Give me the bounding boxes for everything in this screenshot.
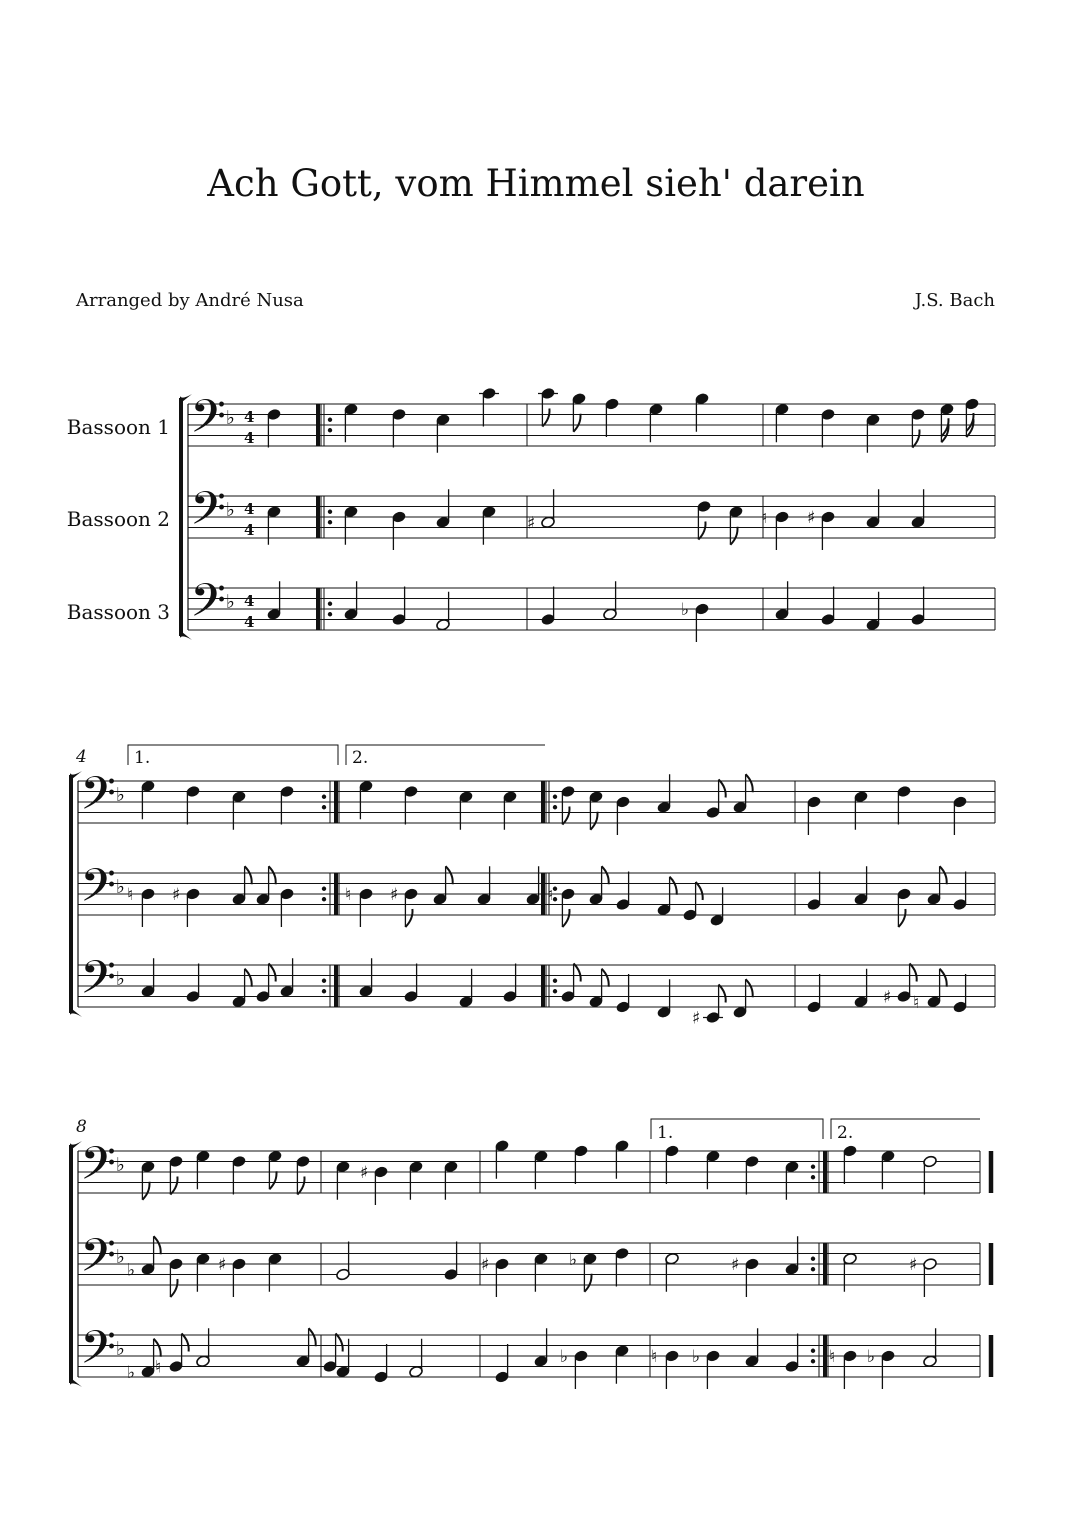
note-flag [574, 964, 581, 982]
key-signature-flat: ♭ [116, 784, 125, 806]
bass-clef: 𝄢 [80, 951, 117, 1016]
note-flag [297, 1177, 304, 1195]
repeat-dot [322, 979, 326, 983]
repeat-dot [811, 1359, 815, 1363]
sharp-accidental: ♯ [807, 508, 816, 528]
note-flag [309, 1328, 316, 1346]
note-flag [269, 866, 276, 884]
note-flag [602, 969, 609, 987]
sharp-accidental: ♯ [360, 1163, 369, 1183]
repeat-dot [553, 795, 557, 799]
instrument-name-bassoon-2: Bassoon 2 [66, 507, 170, 531]
music-notation [70, 387, 995, 1389]
note-flag [746, 979, 753, 997]
sharp-accidental: ♯ [692, 1008, 701, 1029]
natural-accidental: ♮ [761, 508, 768, 528]
note-flag [245, 969, 252, 987]
repeat-dot [322, 805, 326, 809]
note-flag [142, 1182, 149, 1200]
repeat-dot [553, 897, 557, 901]
repeat-dot [328, 510, 332, 514]
natural-accidental: ♮ [913, 992, 920, 1013]
note-flag [245, 866, 252, 884]
note-flag [910, 964, 917, 982]
natural-accidental: ♮ [651, 1347, 658, 1367]
bass-clef: 𝄢 [80, 767, 117, 832]
arranger-credit: Arranged by André Nusa [76, 290, 304, 311]
note-flag [405, 909, 412, 927]
note-flag [562, 807, 569, 825]
key-signature-flat: ♭ [226, 499, 235, 521]
note-flag [170, 1279, 177, 1297]
natural-accidental: ♮ [829, 1347, 836, 1367]
composer-credit: J.S. Bach [914, 290, 995, 311]
note-flag [719, 780, 726, 798]
sharp-accidental: ♯ [390, 885, 399, 905]
instrument-name-bassoon-1: Bassoon 1 [66, 415, 170, 439]
note-flag [940, 866, 947, 884]
note-flag [562, 909, 569, 927]
natural-accidental: ♮ [345, 885, 352, 905]
key-signature-flat: ♭ [226, 407, 235, 429]
repeat-dot [553, 887, 557, 891]
sharp-accidental: ♯ [883, 987, 892, 1008]
repeat-dot [811, 1165, 815, 1169]
note-flag [269, 1171, 276, 1189]
note-flag [170, 1177, 177, 1195]
note-flag [584, 1274, 591, 1292]
flat-accidental: ♭ [127, 1362, 136, 1383]
time-signature-bottom: 4 [244, 521, 255, 539]
volta-label: 2. [837, 1123, 854, 1143]
volta-bracket [651, 1119, 823, 1139]
note-flag [670, 877, 677, 895]
time-signature-bottom: 4 [244, 613, 255, 631]
repeat-dot [811, 1267, 815, 1271]
repeat-dot [328, 612, 332, 616]
sharp-accidental: ♯ [909, 1255, 918, 1275]
natural-accidental: ♮ [155, 1357, 162, 1378]
note-flag [542, 409, 549, 427]
repeat-dot [553, 805, 557, 809]
repeat-dot [811, 1257, 815, 1261]
repeat-dot [553, 979, 557, 983]
repeat-dot [328, 602, 332, 606]
bass-clef: 𝄢 [80, 1137, 117, 1202]
flat-accidental: ♭ [692, 1347, 701, 1367]
note-flag [182, 1334, 189, 1352]
repeat-dot [322, 887, 326, 891]
key-signature-flat: ♭ [116, 1154, 125, 1176]
measure-number: 4 [76, 747, 87, 767]
repeat-dot [811, 1175, 815, 1179]
volta-bracket [831, 1119, 980, 1139]
flat-accidental: ♭ [681, 600, 690, 620]
sharp-accidental: ♯ [172, 885, 181, 905]
repeat-dot [322, 897, 326, 901]
note-flag [336, 1334, 343, 1352]
sharp-accidental: ♯ [527, 513, 536, 534]
flat-accidental: ♭ [560, 1347, 569, 1367]
note-flag [898, 909, 905, 927]
key-signature-flat: ♭ [116, 968, 125, 990]
bass-clef: 𝄢 [190, 482, 227, 547]
note-flag [154, 1339, 161, 1357]
note-flag [154, 1236, 161, 1254]
bass-clef: 𝄢 [190, 574, 227, 639]
volta-label: 1. [134, 748, 151, 768]
note-flag [940, 969, 947, 987]
bass-clef: 𝄢 [190, 390, 227, 455]
piece-title: Ach Gott, vom Himmel sieh' darein [207, 162, 865, 205]
note-flag [730, 527, 737, 545]
time-signature-top: 4 [244, 500, 255, 518]
note-flag [269, 964, 276, 982]
sharp-accidental: ♯ [731, 1255, 740, 1275]
instrument-name-bassoon-3: Bassoon 3 [66, 600, 170, 624]
repeat-dot [322, 989, 326, 993]
note-flag [912, 430, 919, 448]
note-flag [698, 522, 705, 540]
key-signature-flat: ♭ [116, 1246, 125, 1268]
repeat-dot [328, 428, 332, 432]
sharp-accidental: ♯ [218, 1255, 227, 1275]
note-flag [446, 866, 453, 884]
key-signature-flat: ♭ [226, 591, 235, 613]
note-flag [719, 985, 726, 1003]
measure-number: 8 [76, 1117, 87, 1137]
volta-label: 2. [352, 748, 369, 768]
key-signature-flat: ♭ [116, 876, 125, 898]
repeat-dot [328, 520, 332, 524]
flat-accidental: ♭ [867, 1347, 876, 1367]
flat-accidental: ♭ [569, 1249, 578, 1270]
repeat-dot [553, 989, 557, 993]
repeat-dot [328, 418, 332, 422]
note-flag [746, 774, 753, 792]
sharp-accidental: ♯ [481, 1255, 490, 1275]
flat-accidental: ♭ [127, 1260, 136, 1281]
bass-clef: 𝄢 [80, 1229, 117, 1294]
note-flag [696, 882, 703, 900]
time-signature-top: 4 [244, 408, 255, 426]
volta-bracket [128, 745, 338, 765]
note-flag [590, 812, 597, 830]
bass-clef: 𝄢 [80, 1321, 117, 1386]
repeat-dot [811, 1349, 815, 1353]
volta-bracket [346, 745, 545, 765]
note-flag [573, 414, 580, 432]
volta-label: 1. [657, 1123, 674, 1143]
time-signature-bottom: 4 [244, 429, 255, 447]
natural-accidental: ♮ [127, 885, 134, 905]
time-signature-top: 4 [244, 592, 255, 610]
key-signature-flat: ♭ [116, 1338, 125, 1360]
natural-accidental: ♮ [547, 885, 554, 905]
repeat-dot [322, 795, 326, 799]
note-flag [602, 866, 609, 884]
bass-clef: 𝄢 [80, 859, 117, 924]
